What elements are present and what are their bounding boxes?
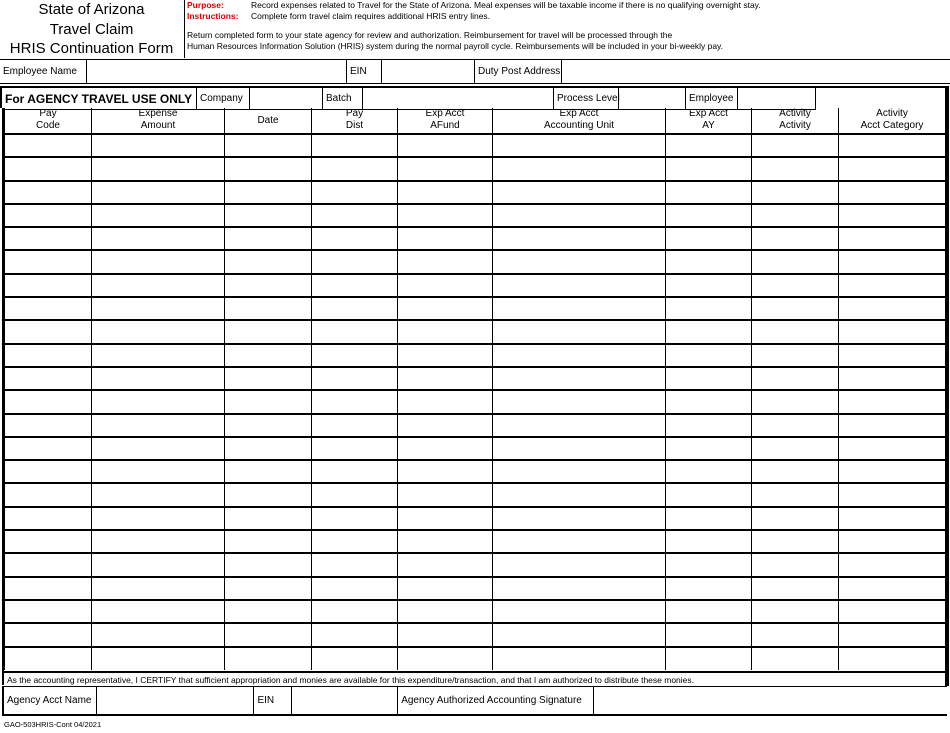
entry-cell[interactable]	[398, 134, 493, 157]
entry-cell[interactable]	[312, 507, 398, 530]
certify-statement: As the accounting representative, I CERTIFY that sufficient appropriation and monies are available for this expenditure/transaction, and that I am authorized to distribute these monies.	[2, 671, 945, 685]
entry-cell[interactable]	[752, 367, 839, 390]
entry-cell[interactable]	[752, 507, 839, 530]
entry-cell[interactable]	[398, 250, 493, 273]
entry-cell[interactable]	[752, 227, 839, 250]
table-row	[5, 227, 946, 250]
table-row	[5, 507, 946, 530]
entry-cell[interactable]	[312, 647, 398, 670]
entry-cell[interactable]	[666, 204, 752, 227]
entry-cell[interactable]	[752, 483, 839, 506]
entry-cell[interactable]	[666, 297, 752, 320]
entry-cell[interactable]	[666, 483, 752, 506]
entry-cell[interactable]	[225, 507, 312, 530]
entry-cell[interactable]	[312, 414, 398, 437]
entry-cell[interactable]	[398, 600, 493, 623]
col-afund: Exp Acct AFund	[398, 108, 493, 134]
col-pay-dist: Pay Dist	[312, 108, 398, 134]
table-row	[5, 460, 946, 483]
entry-cell[interactable]	[225, 530, 312, 553]
entry-cell[interactable]	[312, 297, 398, 320]
entry-cell[interactable]	[752, 181, 839, 204]
entry-cell[interactable]	[92, 250, 225, 273]
entry-cell[interactable]	[5, 390, 92, 413]
entry-cell[interactable]	[666, 530, 752, 553]
entry-cell[interactable]	[5, 320, 92, 343]
entry-cell[interactable]	[398, 414, 493, 437]
title-line-1: State of Arizona	[38, 1, 145, 18]
right-border	[945, 86, 949, 686]
process-level-label: Process Level	[554, 88, 619, 110]
entry-cell[interactable]	[92, 623, 225, 646]
entry-cell[interactable]	[312, 274, 398, 297]
entry-cell[interactable]	[493, 274, 666, 297]
entry-cell[interactable]	[5, 344, 92, 367]
entry-cell[interactable]	[493, 577, 666, 600]
entry-cell[interactable]	[312, 227, 398, 250]
entry-cell[interactable]	[752, 390, 839, 413]
entry-cell[interactable]	[225, 623, 312, 646]
entry-cell[interactable]	[493, 320, 666, 343]
entry-cell[interactable]	[839, 507, 946, 530]
table-row	[5, 600, 946, 623]
entry-cell[interactable]	[312, 483, 398, 506]
entry-cell[interactable]	[92, 600, 225, 623]
entry-cell[interactable]	[92, 274, 225, 297]
entry-cell[interactable]	[839, 204, 946, 227]
title-line-3: HRIS Continuation Form	[9, 40, 174, 57]
entry-cell[interactable]	[5, 181, 92, 204]
entry-cell[interactable]	[666, 647, 752, 670]
col-ay: Exp Acct AY	[666, 108, 752, 134]
entry-cell[interactable]	[5, 507, 92, 530]
title-line-2: Travel Claim	[49, 20, 134, 38]
ein-field[interactable]	[382, 60, 475, 83]
entry-cell[interactable]	[5, 274, 92, 297]
entry-cell[interactable]	[312, 437, 398, 460]
entry-cell[interactable]	[312, 623, 398, 646]
entry-cell[interactable]	[493, 227, 666, 250]
entry-cell[interactable]	[493, 181, 666, 204]
entry-cell[interactable]	[225, 647, 312, 670]
entry-cell[interactable]	[839, 297, 946, 320]
col-expense-amount: Expense Amount	[92, 108, 225, 134]
entry-cell[interactable]	[666, 157, 752, 180]
entry-cell[interactable]	[398, 530, 493, 553]
table-row	[5, 344, 946, 367]
entry-cell[interactable]	[312, 460, 398, 483]
entry-cell[interactable]	[752, 134, 839, 157]
entry-cell[interactable]	[839, 344, 946, 367]
entry-cell[interactable]	[92, 157, 225, 180]
entry-cell[interactable]	[312, 134, 398, 157]
entry-cell[interactable]	[839, 414, 946, 437]
entry-cell[interactable]	[839, 460, 946, 483]
entry-cell[interactable]	[225, 204, 312, 227]
entry-cell[interactable]	[5, 647, 92, 670]
entry-cell[interactable]	[839, 553, 946, 576]
entry-cell[interactable]	[666, 320, 752, 343]
table-row	[5, 134, 946, 157]
table-row	[5, 250, 946, 273]
entry-cell[interactable]	[666, 460, 752, 483]
entry-cell[interactable]	[493, 250, 666, 273]
entry-cell[interactable]	[493, 390, 666, 413]
batch-label: Batch	[323, 88, 363, 110]
entry-cell[interactable]	[312, 600, 398, 623]
entry-cell[interactable]	[398, 553, 493, 576]
signature-row	[2, 686, 947, 716]
agency-acct-name-label: Agency Acct Name	[4, 687, 97, 714]
process-level-field[interactable]	[619, 88, 686, 110]
entry-cell[interactable]	[5, 483, 92, 506]
entry-cell[interactable]	[398, 227, 493, 250]
entry-cell[interactable]	[493, 460, 666, 483]
entry-cell[interactable]	[312, 181, 398, 204]
entry-cell[interactable]	[752, 600, 839, 623]
entry-cell[interactable]	[92, 297, 225, 320]
entry-cell[interactable]	[398, 390, 493, 413]
entry-cell[interactable]	[839, 274, 946, 297]
entry-cell[interactable]	[225, 577, 312, 600]
entry-cell[interactable]	[225, 157, 312, 180]
col-accounting-unit: Exp Acct Accounting Unit	[493, 108, 666, 134]
entry-cell[interactable]	[839, 181, 946, 204]
instructions-text: Complete form travel claim requires additional HRIS entry lines.	[251, 11, 491, 21]
entry-cell[interactable]	[752, 437, 839, 460]
entry-cell[interactable]	[398, 297, 493, 320]
entry-cell[interactable]	[493, 507, 666, 530]
entry-cell[interactable]	[752, 344, 839, 367]
col-date: Date	[225, 108, 312, 134]
agency-row	[0, 86, 945, 108]
entry-cell[interactable]	[225, 344, 312, 367]
entry-cell[interactable]	[839, 227, 946, 250]
entry-cell[interactable]	[225, 134, 312, 157]
signature-label: Agency Authorized Accounting Signature	[398, 687, 594, 714]
entry-cell[interactable]	[312, 390, 398, 413]
entry-cell[interactable]	[5, 297, 92, 320]
entry-cell[interactable]	[666, 344, 752, 367]
employee-name-field[interactable]	[87, 60, 347, 83]
employee-name-label: Employee Name	[0, 60, 87, 83]
entry-cell[interactable]	[92, 553, 225, 576]
entry-cell[interactable]	[493, 647, 666, 670]
entry-cell[interactable]	[312, 367, 398, 390]
entry-cell[interactable]	[398, 344, 493, 367]
entry-cell[interactable]	[666, 577, 752, 600]
form-number: GAO-503HRIS-Cont 04/2021	[4, 720, 102, 729]
entry-cell[interactable]	[493, 483, 666, 506]
entry-cell[interactable]	[225, 600, 312, 623]
entry-cell[interactable]	[666, 134, 752, 157]
entry-cell[interactable]	[5, 367, 92, 390]
table-row	[5, 297, 946, 320]
entry-cell[interactable]	[225, 414, 312, 437]
entry-cell[interactable]	[398, 157, 493, 180]
entry-cell[interactable]	[666, 553, 752, 576]
purpose-label: Purpose:	[187, 0, 224, 10]
sig-ein-field[interactable]	[292, 687, 398, 714]
entry-cell[interactable]	[493, 600, 666, 623]
entry-cell[interactable]	[92, 134, 225, 157]
purpose-text: Record expenses related to Travel for the State of Arizona. Meal expenses will be taxable income if there is no qualifying overnight stay.	[251, 0, 761, 10]
entry-cell[interactable]	[5, 134, 92, 157]
entry-cell[interactable]	[752, 623, 839, 646]
entry-cell[interactable]	[398, 437, 493, 460]
entry-cell[interactable]	[92, 390, 225, 413]
entry-cell[interactable]	[5, 437, 92, 460]
entry-cell[interactable]	[493, 157, 666, 180]
employee-label: Employee	[686, 88, 738, 110]
table-row	[5, 623, 946, 646]
entry-cell[interactable]	[398, 367, 493, 390]
entry-cell[interactable]	[666, 437, 752, 460]
entry-cell[interactable]	[92, 320, 225, 343]
entry-cell[interactable]	[493, 204, 666, 227]
entry-cell[interactable]	[312, 344, 398, 367]
entry-cell[interactable]	[312, 204, 398, 227]
sig-ein-label: EIN	[254, 687, 292, 714]
signature-field[interactable]	[594, 687, 947, 714]
instructions-panel	[184, 0, 950, 58]
entry-cell[interactable]	[398, 507, 493, 530]
entry-cell[interactable]	[5, 204, 92, 227]
ein-label: EIN	[347, 60, 382, 83]
entry-cell[interactable]	[839, 250, 946, 273]
entry-cell[interactable]	[666, 600, 752, 623]
entry-cell[interactable]	[752, 530, 839, 553]
entry-cell[interactable]	[839, 623, 946, 646]
table-row	[5, 390, 946, 413]
entry-cell[interactable]	[92, 647, 225, 670]
entry-cell[interactable]	[398, 647, 493, 670]
entry-cell[interactable]	[752, 204, 839, 227]
entry-cell[interactable]	[752, 647, 839, 670]
entry-cell[interactable]	[225, 250, 312, 273]
entry-cell[interactable]	[398, 274, 493, 297]
return-line-2: Human Resources Information Solution (HRIS) system during the normal payroll cycle. Reimbursements will be included in your bi-weekly pay.	[187, 41, 724, 51]
entry-cell[interactable]	[312, 157, 398, 180]
entry-cell[interactable]	[752, 297, 839, 320]
table-row	[5, 530, 946, 553]
entry-cell[interactable]	[225, 227, 312, 250]
entry-cell[interactable]	[5, 623, 92, 646]
entry-cell[interactable]	[92, 227, 225, 250]
form-title	[0, 0, 183, 58]
entry-cell[interactable]	[92, 204, 225, 227]
duty-post-field[interactable]	[562, 60, 950, 83]
entry-cell[interactable]	[666, 414, 752, 437]
entry-cell[interactable]	[92, 367, 225, 390]
entry-cell[interactable]	[312, 530, 398, 553]
entry-cell[interactable]	[5, 250, 92, 273]
entry-cell[interactable]	[225, 274, 312, 297]
table-row	[5, 483, 946, 506]
entry-cell[interactable]	[5, 530, 92, 553]
entry-cell[interactable]	[398, 577, 493, 600]
entry-cell[interactable]	[398, 483, 493, 506]
expense-grid	[2, 108, 945, 671]
entry-cell[interactable]	[225, 181, 312, 204]
batch-field[interactable]	[363, 88, 554, 110]
entry-cell[interactable]	[5, 157, 92, 180]
entry-cell[interactable]	[5, 600, 92, 623]
entry-cell[interactable]	[312, 320, 398, 343]
table-row	[5, 274, 946, 297]
entry-cell[interactable]	[752, 553, 839, 576]
entry-cell[interactable]	[752, 577, 839, 600]
entry-cell[interactable]	[752, 250, 839, 273]
entry-cell[interactable]	[398, 623, 493, 646]
entry-cell[interactable]	[92, 483, 225, 506]
entry-cell[interactable]	[225, 390, 312, 413]
entry-cell[interactable]	[493, 437, 666, 460]
entry-cell[interactable]	[752, 274, 839, 297]
duty-post-label: Duty Post Address	[475, 60, 562, 83]
entry-cell[interactable]	[92, 181, 225, 204]
entry-cell[interactable]	[312, 553, 398, 576]
entry-cell[interactable]	[493, 623, 666, 646]
table-row	[5, 414, 946, 437]
col-pay-code: Pay Code	[5, 108, 92, 134]
agency-acct-name-field[interactable]	[97, 687, 255, 714]
entry-cell[interactable]	[839, 320, 946, 343]
entry-cell[interactable]	[839, 600, 946, 623]
entry-cell[interactable]	[493, 414, 666, 437]
entry-cell[interactable]	[92, 344, 225, 367]
entry-cell[interactable]	[92, 507, 225, 530]
entry-cell[interactable]	[493, 344, 666, 367]
table-row	[5, 647, 946, 670]
entry-cell[interactable]	[398, 460, 493, 483]
entry-cell[interactable]	[312, 577, 398, 600]
table-row	[5, 553, 946, 576]
instructions-label: Instructions:	[187, 11, 239, 21]
entry-cell[interactable]	[92, 460, 225, 483]
entry-cell[interactable]	[225, 483, 312, 506]
entry-cell[interactable]	[752, 414, 839, 437]
table-row	[5, 157, 946, 180]
entry-cell[interactable]	[398, 320, 493, 343]
entry-cell[interactable]	[5, 553, 92, 576]
employee-field[interactable]	[738, 88, 816, 110]
entry-cell[interactable]	[225, 320, 312, 343]
entry-cell[interactable]	[493, 530, 666, 553]
entry-cell[interactable]	[666, 507, 752, 530]
entry-cell[interactable]	[839, 367, 946, 390]
entry-cell[interactable]	[92, 414, 225, 437]
agency-title: For AGENCY TRAVEL USE ONLY	[2, 88, 197, 110]
entry-cell[interactable]	[752, 460, 839, 483]
entry-cell[interactable]	[92, 530, 225, 553]
entry-cell[interactable]	[225, 367, 312, 390]
entry-cell[interactable]	[312, 250, 398, 273]
table-row	[5, 204, 946, 227]
table-row	[5, 577, 946, 600]
entry-cell[interactable]	[92, 577, 225, 600]
entry-cell[interactable]	[493, 134, 666, 157]
return-line-1: Return completed form to your state agency for review and authorization. Reimbursement for travel will be processed through the	[187, 30, 673, 40]
table-row	[5, 437, 946, 460]
entry-cell[interactable]	[839, 157, 946, 180]
entry-cell[interactable]	[666, 367, 752, 390]
entry-cell[interactable]	[225, 437, 312, 460]
company-label: Company	[197, 88, 250, 110]
entry-cell[interactable]	[225, 297, 312, 320]
entry-cell[interactable]	[666, 227, 752, 250]
entry-cell[interactable]	[5, 460, 92, 483]
entry-cell[interactable]	[839, 577, 946, 600]
table-row	[5, 367, 946, 390]
entry-cell[interactable]	[752, 320, 839, 343]
col-acct-category: Activity Acct Category	[839, 108, 946, 134]
entry-cell[interactable]	[493, 367, 666, 390]
entry-cell[interactable]	[666, 274, 752, 297]
entry-cell[interactable]	[839, 390, 946, 413]
entry-cell[interactable]	[839, 647, 946, 670]
entry-cell[interactable]	[839, 134, 946, 157]
entry-cell[interactable]	[839, 437, 946, 460]
entry-cell[interactable]	[5, 577, 92, 600]
entry-cell[interactable]	[666, 250, 752, 273]
entry-cell[interactable]	[5, 227, 92, 250]
entry-cell[interactable]	[666, 181, 752, 204]
entry-cell[interactable]	[493, 297, 666, 320]
table-row	[5, 181, 946, 204]
entry-cell[interactable]	[225, 553, 312, 576]
entry-cell[interactable]	[92, 437, 225, 460]
entry-cell[interactable]	[493, 553, 666, 576]
entry-cell[interactable]	[666, 623, 752, 646]
entry-cell[interactable]	[752, 157, 839, 180]
table-row	[5, 320, 946, 343]
col-activity: Activity Activity	[752, 108, 839, 134]
entry-cell[interactable]	[225, 460, 312, 483]
entry-cell[interactable]	[839, 530, 946, 553]
entry-cell[interactable]	[839, 483, 946, 506]
entry-cell[interactable]	[666, 390, 752, 413]
employee-row	[0, 59, 950, 84]
entry-cell[interactable]	[398, 181, 493, 204]
entry-cell[interactable]	[398, 204, 493, 227]
company-field[interactable]	[250, 88, 323, 110]
entry-cell[interactable]	[5, 414, 92, 437]
